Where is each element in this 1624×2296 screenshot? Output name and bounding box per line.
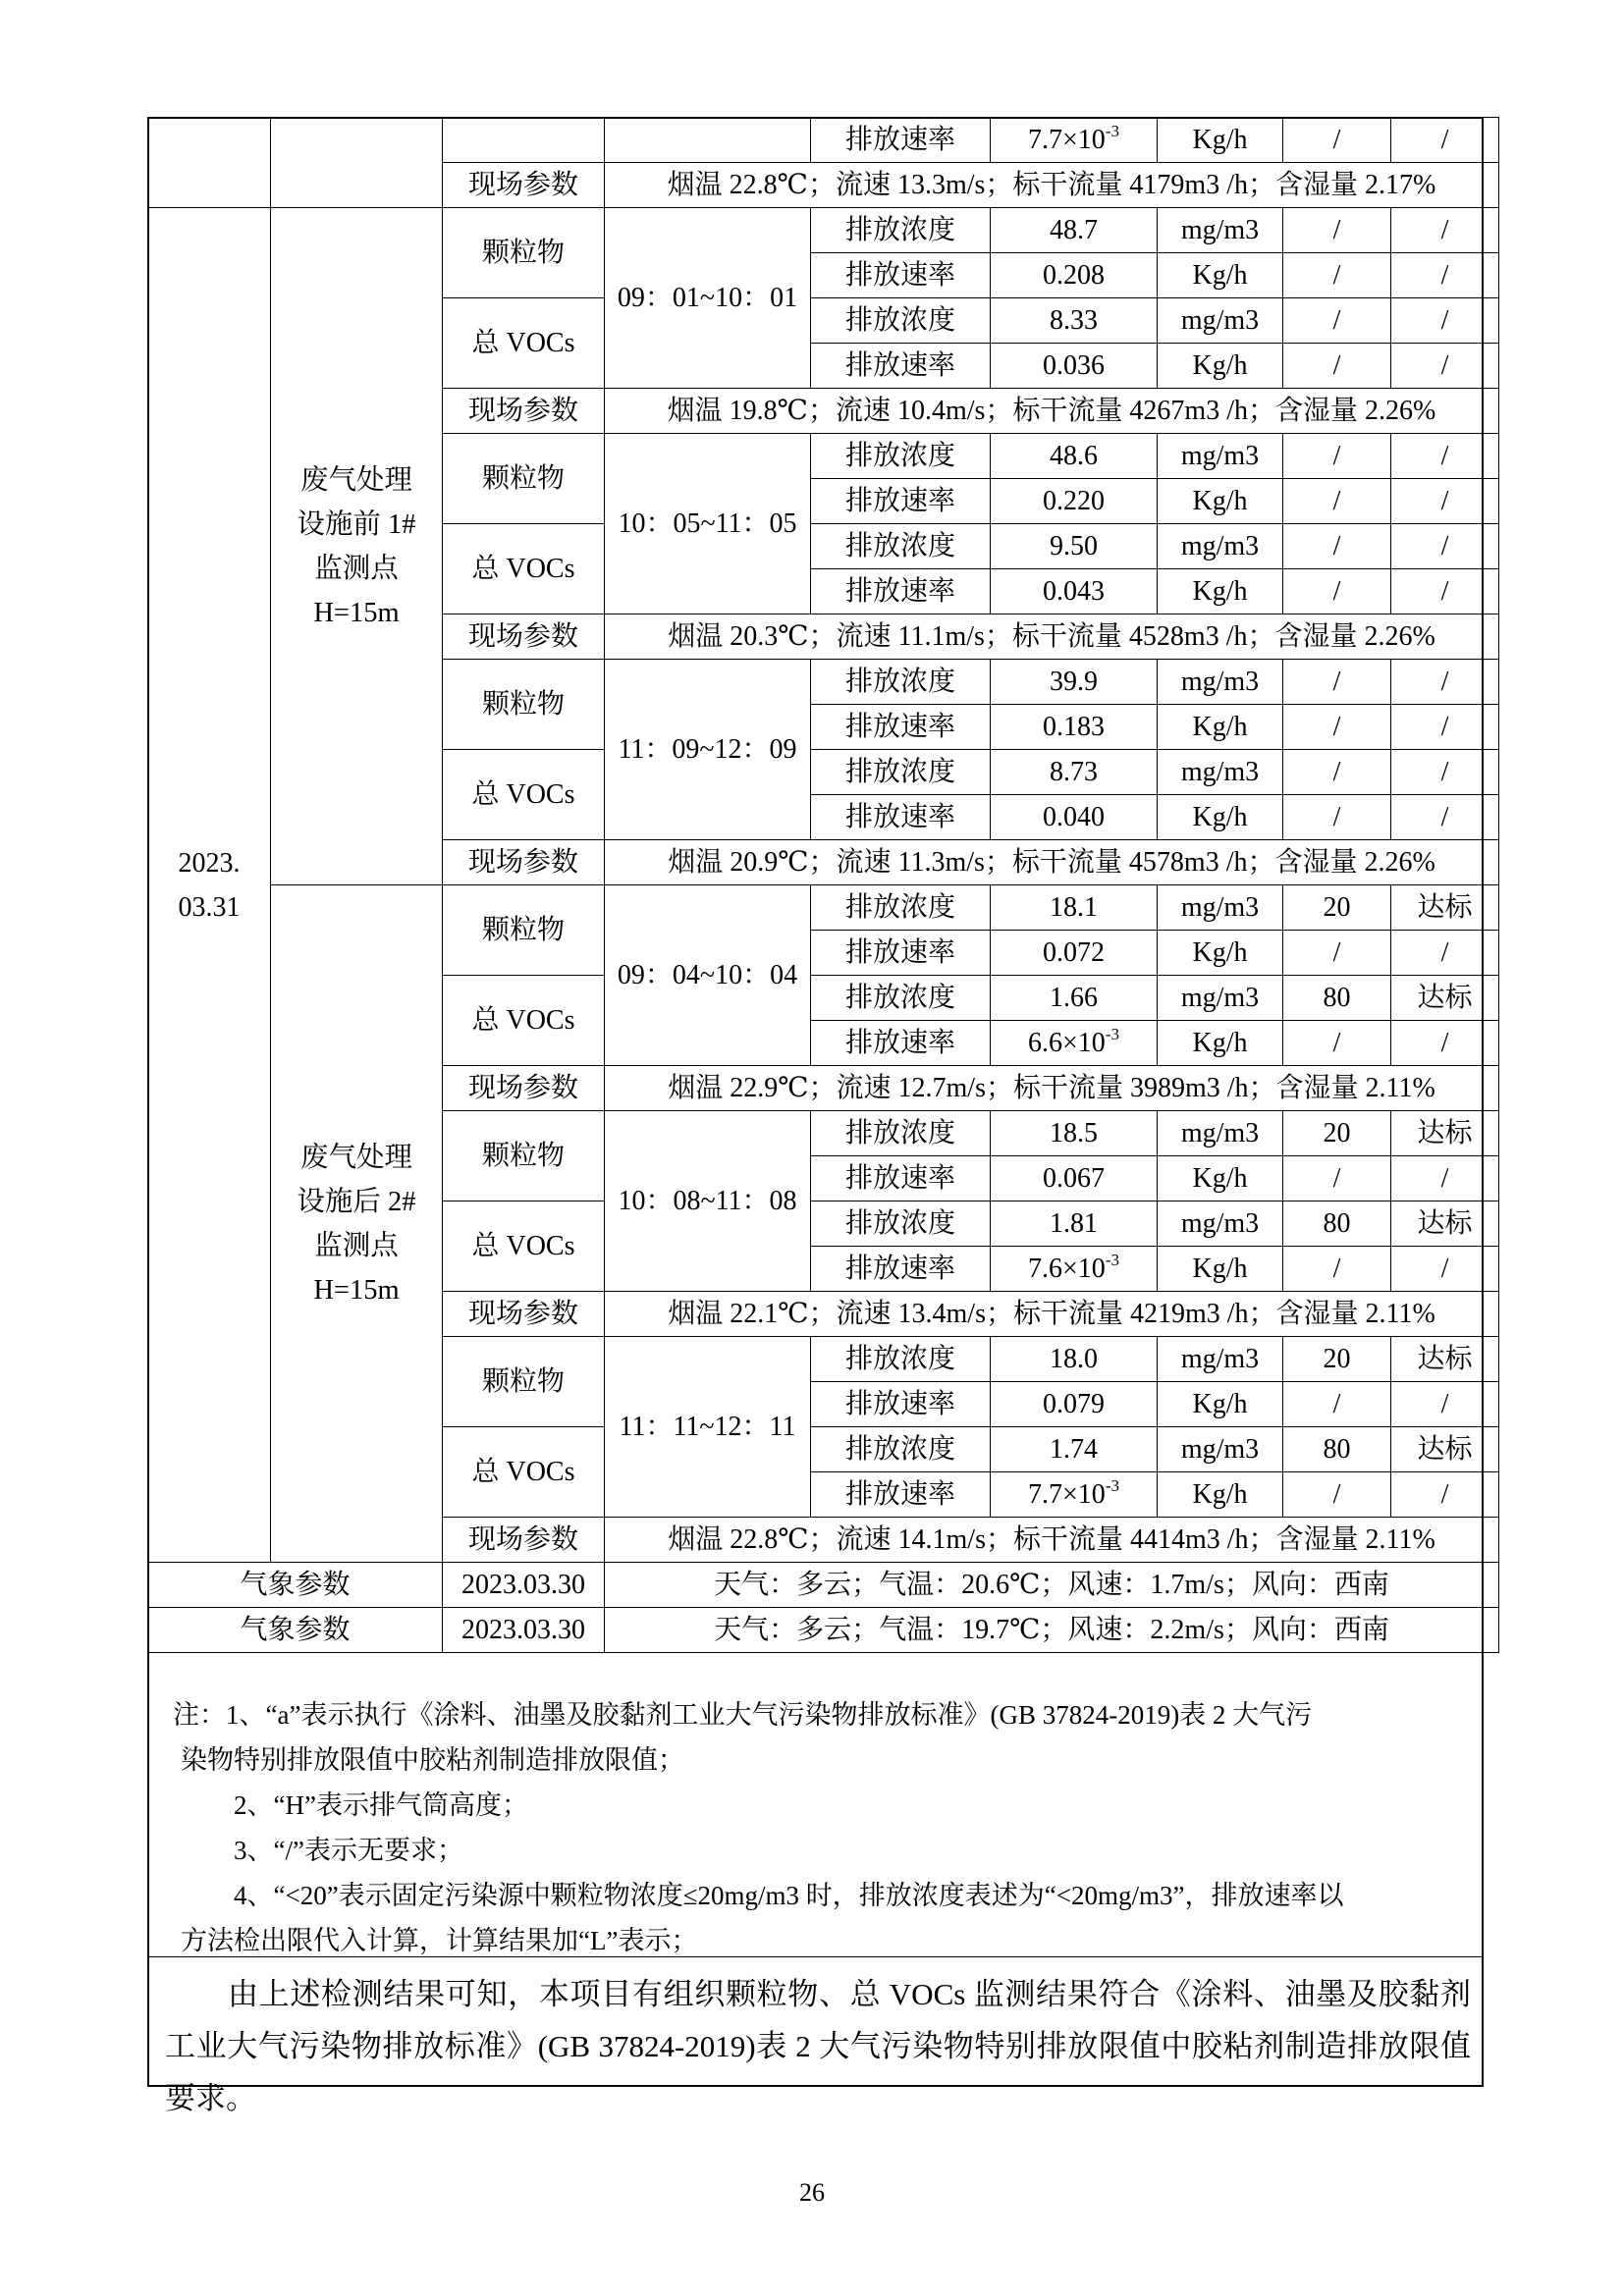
item-cell: 排放速率 [811, 344, 991, 389]
pollutant-cell: 总 VOCs [443, 1427, 605, 1518]
result-cell: / [1391, 208, 1499, 253]
item-cell: 排放速率 [811, 705, 991, 750]
value-cell [991, 1382, 1158, 1427]
unit-cell: mg/m3 [1158, 885, 1283, 931]
conclusion [165, 1968, 1471, 2124]
site-params-label: 现场参数 [443, 389, 605, 434]
pollutant-cell: 总 VOCs [443, 976, 605, 1066]
note-1b: 染物特别排放限值中胶粘剂制造排放限值； [181, 1745, 684, 1775]
date-cell: 2023. 03.31 [148, 208, 271, 1563]
value-text: 1.74 [1050, 1434, 1098, 1465]
item-cell: 排放浓度 [811, 885, 991, 931]
value-exponent: -3 [1105, 1475, 1119, 1495]
value-cell [991, 434, 1158, 479]
value-exponent: -3 [1105, 1024, 1119, 1043]
monitoring-table [147, 117, 1499, 1653]
result-cell: / [1391, 1021, 1499, 1066]
value-text: 39.9 [1050, 667, 1098, 697]
value-exponent: -3 [1105, 121, 1119, 140]
value-cell [991, 118, 1158, 163]
notes [173, 1692, 1469, 1963]
site-params-value: 烟温 20.3℃；流速 11.1m/s；标干流量 4528m3 /h；含湿量 2.26% [605, 614, 1499, 660]
item-cell: 排放速率 [811, 1021, 991, 1066]
time-cell: 10：08~11：08 [605, 1111, 811, 1292]
unit-cell: Kg/h [1158, 795, 1283, 840]
value-text: 18.5 [1050, 1118, 1098, 1148]
value-cell [991, 298, 1158, 344]
unit-cell: Kg/h [1158, 705, 1283, 750]
value-cell [991, 569, 1158, 614]
unit-cell: mg/m3 [1158, 976, 1283, 1021]
value-cell [991, 1111, 1158, 1156]
result-cell: 达标 [1391, 976, 1499, 1021]
weather-date: 2023.03.30 [443, 1608, 605, 1653]
result-cell: 达标 [1391, 1111, 1499, 1156]
value-text: 9.50 [1050, 531, 1098, 561]
pollutant-cell: 颗粒物 [443, 434, 605, 524]
value-text: 7.7×10 [1028, 125, 1106, 155]
value-text: 0.043 [1043, 576, 1105, 607]
item-cell: 排放速率 [811, 1247, 991, 1292]
value-text: 6.6×10 [1028, 1028, 1106, 1058]
limit-cell: / [1283, 1382, 1391, 1427]
pollutant-cell: 颗粒物 [443, 1337, 605, 1427]
result-cell: 达标 [1391, 1337, 1499, 1382]
value-cell [991, 976, 1158, 1021]
item-cell: 排放浓度 [811, 298, 991, 344]
unit-cell: Kg/h [1158, 344, 1283, 389]
time-cell: 09：04~10：04 [605, 885, 811, 1066]
limit-cell: / [1283, 795, 1391, 840]
value-text: 0.040 [1043, 802, 1105, 832]
value-cell [991, 750, 1158, 795]
unit-cell: mg/m3 [1158, 1111, 1283, 1156]
limit-cell: / [1283, 705, 1391, 750]
value-cell [991, 1427, 1158, 1472]
result-cell: / [1391, 931, 1499, 976]
result-cell: / [1391, 344, 1499, 389]
note-3: 3、“/”表示无要求； [234, 1836, 463, 1865]
item-cell: 排放速率 [811, 931, 991, 976]
item-cell: 排放浓度 [811, 434, 991, 479]
item-cell: 排放浓度 [811, 750, 991, 795]
limit-cell: / [1283, 660, 1391, 705]
result-cell: / [1391, 569, 1499, 614]
result-cell: / [1391, 524, 1499, 569]
value-text: 8.33 [1050, 305, 1098, 336]
limit-cell: / [1283, 118, 1391, 163]
result-cell: / [1391, 1382, 1499, 1427]
note-4a: 4、“<20”表示固定污染源中颗粒物浓度≤20mg/m3 时，排放浓度表述为“<20mg/m3”，排放速率以 [234, 1881, 1344, 1910]
limit-cell: 20 [1283, 1337, 1391, 1382]
item-cell: 排放速率 [811, 569, 991, 614]
limit-cell: / [1283, 1247, 1391, 1292]
result-cell: / [1391, 795, 1499, 840]
value-text: 0.183 [1043, 712, 1105, 742]
unit-cell: mg/m3 [1158, 660, 1283, 705]
limit-cell: / [1283, 253, 1391, 298]
weather-date: 2023.03.30 [443, 1563, 605, 1608]
unit-cell: mg/m3 [1158, 1427, 1283, 1472]
pollutant-cell-cont [443, 118, 605, 163]
note-2: 2、“H”表示排气筒高度； [234, 1790, 528, 1820]
weather-text: 天气：多云；气温：20.6℃；风速：1.7m/s；风向：西南 [605, 1563, 1499, 1608]
value-text: 48.6 [1050, 441, 1098, 471]
value-text: 18.1 [1050, 892, 1098, 923]
result-cell: / [1391, 705, 1499, 750]
pollutant-cell: 总 VOCs [443, 1201, 605, 1292]
conclusion-text: 由上述检测结果可知，本项目有组织颗粒物、总 VOCs 监测结果符合《涂料、油墨及胶黏剂工业大气污染物排放标准》(GB 37824-2019)表 2 大气污染物特别排放限值中胶粘剂制造排放限值要求。 [165, 1977, 1471, 2115]
limit-cell: / [1283, 569, 1391, 614]
limit-cell: 20 [1283, 1111, 1391, 1156]
item-cell: 排放浓度 [811, 1111, 991, 1156]
site-params-label: 现场参数 [443, 163, 605, 208]
unit-cell: mg/m3 [1158, 1201, 1283, 1247]
value-text: 48.7 [1050, 215, 1098, 245]
unit-cell: mg/m3 [1158, 298, 1283, 344]
result-cell: / [1391, 660, 1499, 705]
value-text: 1.66 [1050, 983, 1098, 1013]
value-cell [991, 1021, 1158, 1066]
value-text: 1.81 [1050, 1208, 1098, 1239]
time-cell: 09：01~10：01 [605, 208, 811, 389]
value-cell [991, 253, 1158, 298]
pollutant-cell: 颗粒物 [443, 1111, 605, 1201]
limit-cell: / [1283, 931, 1391, 976]
item-cell: 排放浓度 [811, 1427, 991, 1472]
unit-cell: Kg/h [1158, 118, 1283, 163]
weather-row [148, 1608, 1499, 1653]
time-cell: 10：05~11：05 [605, 434, 811, 614]
limit-cell: / [1283, 1021, 1391, 1066]
unit-cell: Kg/h [1158, 253, 1283, 298]
weather-text: 天气：多云；气温：19.7℃；风速：2.2m/s；风向：西南 [605, 1608, 1499, 1653]
value-cell [991, 931, 1158, 976]
limit-cell: / [1283, 524, 1391, 569]
unit-cell: Kg/h [1158, 1382, 1283, 1427]
note-1a: 注：1、“a”表示执行《涂料、油墨及胶黏剂工业大气污染物排放标准》(GB 37824-2019)表 2 大气污 [173, 1700, 1313, 1730]
item-cell: 排放浓度 [811, 976, 991, 1021]
unit-cell: mg/m3 [1158, 434, 1283, 479]
item-cell: 排放浓度 [811, 524, 991, 569]
result-cell: 达标 [1391, 885, 1499, 931]
limit-cell: 80 [1283, 1427, 1391, 1472]
time-cell: 11：09~12：09 [605, 660, 811, 840]
weather-row [148, 1563, 1499, 1608]
result-cell: / [1391, 1472, 1499, 1518]
point-cell-cont [271, 118, 443, 208]
limit-cell: / [1283, 344, 1391, 389]
item-cell: 排放速率 [811, 118, 991, 163]
result-cell: / [1391, 1247, 1499, 1292]
item-cell: 排放速率 [811, 479, 991, 524]
value-cell [991, 885, 1158, 931]
result-cell: / [1391, 1156, 1499, 1201]
limit-cell: / [1283, 479, 1391, 524]
value-cell [991, 479, 1158, 524]
result-cell: / [1391, 750, 1499, 795]
unit-cell: Kg/h [1158, 1247, 1283, 1292]
unit-cell: Kg/h [1158, 1021, 1283, 1066]
value-text: 0.079 [1043, 1389, 1105, 1419]
item-cell: 排放速率 [811, 253, 991, 298]
value-text: 0.072 [1043, 937, 1105, 968]
value-cell [991, 1337, 1158, 1382]
pollutant-cell: 总 VOCs [443, 750, 605, 840]
value-cell [991, 1247, 1158, 1292]
separator-line [147, 1956, 1484, 1957]
item-cell: 排放速率 [811, 795, 991, 840]
page-number: 26 [799, 2178, 825, 2207]
limit-cell: / [1283, 750, 1391, 795]
value-cell [991, 344, 1158, 389]
value-cell [991, 795, 1158, 840]
unit-cell: mg/m3 [1158, 524, 1283, 569]
unit-cell: mg/m3 [1158, 750, 1283, 795]
site-params-value: 烟温 22.9℃；流速 12.7m/s；标干流量 3989m3 /h；含湿量 2.11% [605, 1066, 1499, 1111]
value-cell [991, 208, 1158, 253]
weather-label: 气象参数 [148, 1608, 443, 1653]
value-text: 7.6×10 [1028, 1254, 1106, 1284]
result-cell: / [1391, 479, 1499, 524]
pollutant-cell: 总 VOCs [443, 298, 605, 389]
unit-cell: Kg/h [1158, 931, 1283, 976]
item-cell: 排放速率 [811, 1472, 991, 1518]
limit-cell: / [1283, 298, 1391, 344]
unit-cell: Kg/h [1158, 479, 1283, 524]
limit-cell: / [1283, 1156, 1391, 1201]
limit-cell: / [1283, 208, 1391, 253]
table-row [148, 885, 1499, 931]
site-params-value: 烟温 20.9℃；流速 11.3m/s；标干流量 4578m3 /h；含湿量 2.26% [605, 840, 1499, 885]
limit-cell: / [1283, 1472, 1391, 1518]
value-cell [991, 1472, 1158, 1518]
value-text: 0.067 [1043, 1163, 1105, 1194]
value-cell [991, 705, 1158, 750]
monitoring-point-cell: 废气处理 设施前 1# 监测点 H=15m [271, 208, 443, 885]
item-cell: 排放浓度 [811, 208, 991, 253]
value-cell [991, 660, 1158, 705]
value-text: 18.0 [1050, 1344, 1098, 1374]
value-text: 8.73 [1050, 757, 1098, 787]
result-cell: 达标 [1391, 1427, 1499, 1472]
monitoring-point-cell: 废气处理 设施后 2# 监测点 H=15m [271, 885, 443, 1563]
site-params-value: 烟温 22.8℃；流速 14.1m/s；标干流量 4414m3 /h；含湿量 2.11% [605, 1518, 1499, 1563]
time-cell: 11：11~12：11 [605, 1337, 811, 1518]
site-params-label: 现场参数 [443, 1066, 605, 1111]
table-row [148, 208, 1499, 253]
item-cell: 排放速率 [811, 1156, 991, 1201]
pollutant-cell: 总 VOCs [443, 524, 605, 614]
note-4b: 方法检出限代入计算，计算结果加“L”表示； [181, 1926, 698, 1955]
item-cell: 排放速率 [811, 1382, 991, 1427]
site-params-label: 现场参数 [443, 1292, 605, 1337]
value-cell [991, 1201, 1158, 1247]
site-params-value: 烟温 22.1℃；流速 13.4m/s；标干流量 4219m3 /h；含湿量 2.11% [605, 1292, 1499, 1337]
item-cell: 排放浓度 [811, 660, 991, 705]
value-cell [991, 524, 1158, 569]
item-cell: 排放浓度 [811, 1337, 991, 1382]
date-cell-cont [148, 118, 271, 208]
table-row [148, 118, 1499, 163]
result-cell: / [1391, 298, 1499, 344]
unit-cell: Kg/h [1158, 1472, 1283, 1518]
pollutant-cell: 颗粒物 [443, 885, 605, 976]
site-params-label: 现场参数 [443, 614, 605, 660]
site-params-value: 烟温 19.8℃；流速 10.4m/s；标干流量 4267m3 /h；含湿量 2.26% [605, 389, 1499, 434]
result-cell: 达标 [1391, 1201, 1499, 1247]
value-exponent: -3 [1105, 1250, 1119, 1269]
site-params-value: 烟温 22.8℃；流速 13.3m/s；标干流量 4179m3 /h；含湿量 2.17% [605, 163, 1499, 208]
item-cell: 排放浓度 [811, 1201, 991, 1247]
pollutant-cell: 颗粒物 [443, 660, 605, 750]
result-cell: / [1391, 434, 1499, 479]
site-params-label: 现场参数 [443, 840, 605, 885]
value-cell [991, 1156, 1158, 1201]
limit-cell: 80 [1283, 976, 1391, 1021]
limit-cell: 20 [1283, 885, 1391, 931]
unit-cell: mg/m3 [1158, 1337, 1283, 1382]
value-text: 0.208 [1043, 260, 1105, 291]
limit-cell: / [1283, 434, 1391, 479]
limit-cell: 80 [1283, 1201, 1391, 1247]
value-text: 0.220 [1043, 486, 1105, 516]
site-params-label: 现场参数 [443, 1518, 605, 1563]
unit-cell: Kg/h [1158, 569, 1283, 614]
result-cell: / [1391, 253, 1499, 298]
weather-label: 气象参数 [148, 1563, 443, 1608]
value-text: 7.7×10 [1028, 1479, 1106, 1510]
result-cell: / [1391, 118, 1499, 163]
unit-cell: Kg/h [1158, 1156, 1283, 1201]
pollutant-cell: 颗粒物 [443, 208, 605, 298]
unit-cell: mg/m3 [1158, 208, 1283, 253]
time-cell-cont [605, 118, 811, 163]
value-text: 0.036 [1043, 350, 1105, 381]
